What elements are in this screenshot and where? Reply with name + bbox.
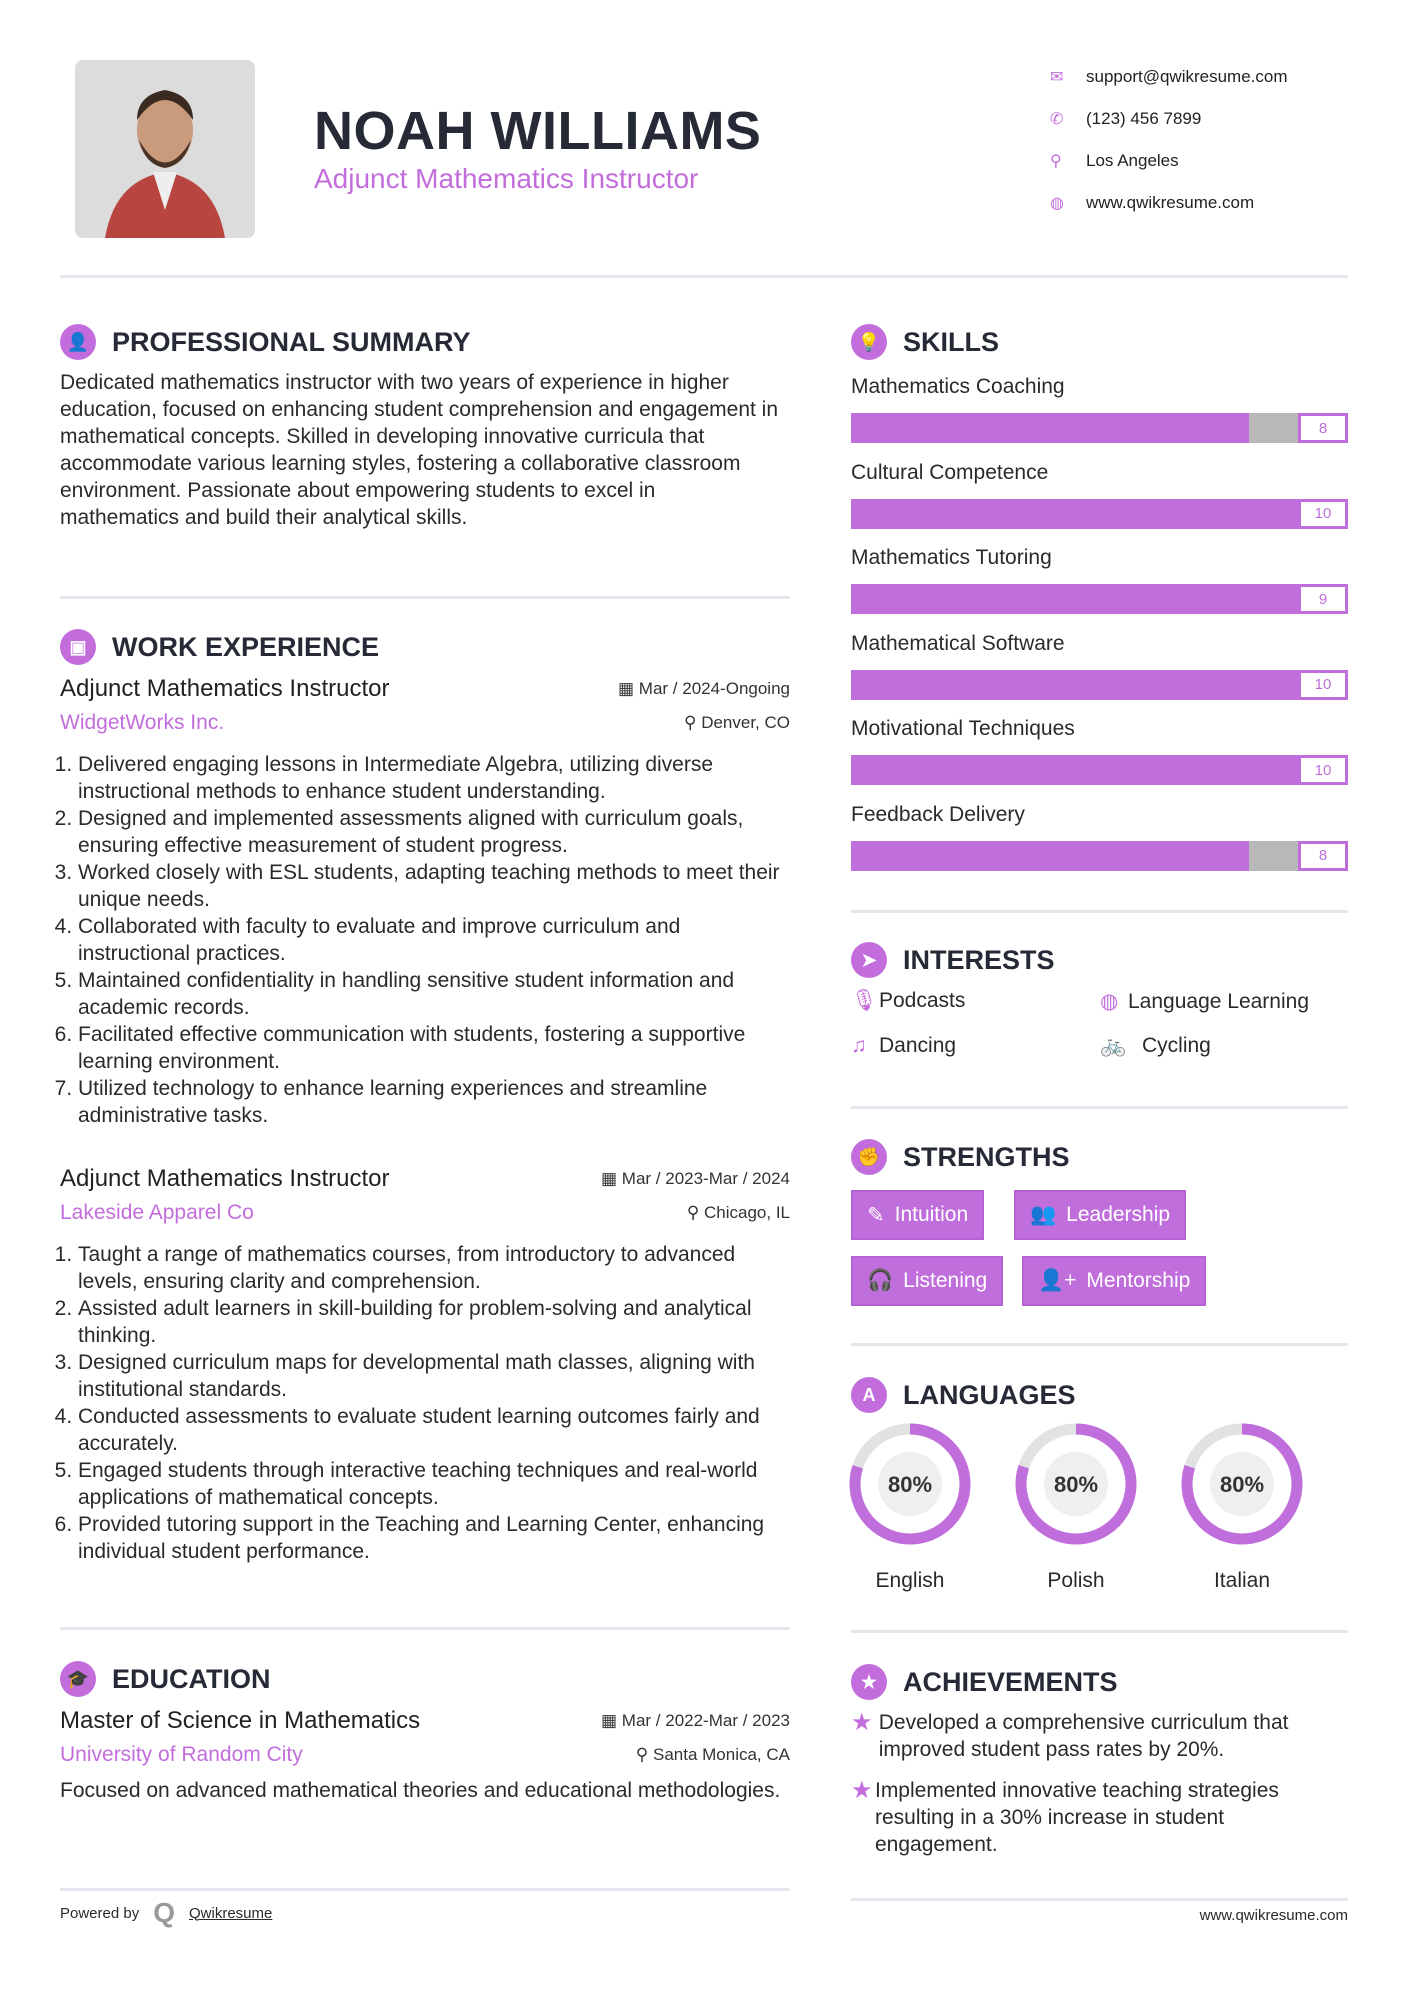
strength-chip [1014,1190,1186,1240]
language-icon: A [851,1377,887,1413]
languages-heading [851,1377,1076,1413]
fist-icon: ✊ [851,1139,887,1175]
job-duties [60,751,790,1129]
contact-text: Los Angeles [1086,151,1179,170]
skill-item [851,375,1348,443]
date-text: Mar / 2024-Ongoing [638,679,790,698]
chip-label: Intuition [894,1203,969,1226]
language-name: Italian [1213,1569,1271,1592]
powered-label: Powered by [60,1904,140,1922]
heading-text: INTERESTS [903,944,1055,975]
interest-item [1100,989,1309,1014]
achievement-item [851,1777,1348,1858]
interest-label: Dancing [879,1034,957,1057]
list-item: 2. Designed and implemented assessments aligned with curriculum goals, ensuring effective measurement of student progress. [78,805,790,859]
job-duties [60,1241,790,1565]
job-date: ▦ Mar / 2024-Ongoing [618,679,790,698]
skill-bar-fill [851,755,1348,785]
skill-bar-fill [851,841,1249,871]
language-percent: 80% [887,1472,933,1497]
skill-name: Motivational Techniques [851,717,1075,740]
heading-text: EDUCATION [112,1663,271,1694]
powered-by [60,1897,272,1929]
skill-level: 10 [1298,755,1348,785]
skill-level: 9 [1298,584,1348,614]
edu-date: ▦ Mar / 2022-Mar / 2023 [601,1711,790,1730]
bicycle-icon: 🚲 [1100,1034,1127,1057]
skill-bar-fill [851,670,1348,700]
interest-item [851,1034,956,1058]
skill-bar-fill [851,584,1298,614]
user-icon: 👤 [60,324,96,360]
microphone-icon: 🎙 [851,989,878,1012]
candidate-title: Adjunct Mathematics Instructor [314,163,699,194]
education-desc: Focused on advanced mathematical theories and educational methodologies. [60,1779,781,1802]
education-entry [60,1707,790,1804]
skill-level: 8 [1298,413,1348,443]
contact-text: (123) 456 7899 [1086,109,1202,128]
skill-bar-fill [851,499,1348,529]
graduate-icon: 🎓 [60,1661,96,1697]
skill-bar [851,499,1348,529]
skill-level: 8 [1298,841,1348,871]
strength-chip [851,1190,984,1240]
date-text: Mar / 2022-Mar / 2023 [621,1711,790,1730]
skill-bar [851,841,1348,871]
skill-item [851,803,1348,871]
strengths-heading [851,1139,1070,1175]
list-item: 4. Collaborated with faculty to evaluate and improve curriculum and instructional practices. [78,913,790,967]
job-entry [60,1165,790,1565]
achievements-heading [851,1664,1118,1700]
achievement-text: Implemented innovative teaching strategies resulting in a 30% increase in student engagement. [874,1779,1279,1856]
job-entry [60,675,790,1129]
skill-name: Feedback Delivery [851,802,1025,826]
contact-text: www.qwikresume.com [1086,193,1255,212]
interest-label: Cycling [1142,1034,1211,1057]
interest-label: Podcasts [879,989,966,1012]
skill-name: Mathematical Software [851,631,1065,655]
list-item: 4. Conducted assessments to evaluate student learning outcomes fairly and accurately. [78,1403,790,1457]
chip-label: Listening [903,1269,988,1292]
achievement-text: Developed a comprehensive curriculum that improved student pass rates by 20%. [878,1711,1289,1761]
school-name: University of Random City [60,1743,303,1766]
skill-bar [851,584,1348,614]
language-name: English [875,1569,945,1592]
skill-level: 10 [1298,670,1348,700]
list-item: 7. Utilized technology to enhance learning experiences and streamline administrative tasks. [78,1075,790,1129]
contact-list [1050,56,1288,224]
envelope-icon: ✉ [1050,69,1064,86]
interest-label: Language Learning [1128,989,1310,1013]
strength-chip [1022,1256,1206,1306]
divider [60,1627,790,1630]
profile-photo [75,60,255,238]
divider [851,910,1348,913]
skill-name: Mathematics Tutoring [851,546,1052,569]
education-heading [60,1661,271,1697]
language-item [1014,1422,1138,1593]
briefcase-icon: ▣ [60,629,96,665]
paper-plane-icon: ➤ [851,942,887,978]
list-item: 6. Provided tutoring support in the Teaching and Learning Center, enhancing individual student performance. [78,1511,790,1565]
list-item: 1. Taught a range of mathematics courses, from introductory to advanced levels, ensuring clarity and comprehension. [78,1241,790,1295]
job-title: Adjunct Mathematics Instructor [60,1165,390,1192]
phone-icon: ✆ [1050,111,1064,128]
skill-level: 10 [1298,499,1348,529]
list-item: 1. Delivered engaging lessons in Intermediate Algebra, utilizing diverse instructional methods to enhance student understanding. [78,751,790,805]
contact-phone[interactable] [1050,98,1288,140]
strength-chip [851,1256,1003,1306]
interests-heading [851,942,1055,978]
skills-heading [851,324,999,360]
star-badge-icon: ★ [851,1664,887,1700]
achievements-list [851,1709,1348,1872]
job-location: ⚲ Chicago, IL [686,1203,790,1222]
chip-label: Mentorship [1086,1269,1191,1292]
location-text: Denver, CO [701,713,790,732]
user-plus-icon: 👤+ [1038,1269,1077,1292]
footer-url[interactable]: www.qwikresume.com [1199,1907,1348,1924]
interest-item [851,989,965,1013]
headphones-icon: 🎧 [867,1269,894,1292]
list-item: 3. Designed curriculum maps for developmental math classes, aligning with institutional standards. [78,1349,790,1403]
skill-item [851,546,1348,614]
list-item: 5. Engaged students through interactive teaching techniques and real-world applications of mathematical concepts. [78,1457,790,1511]
contact-website[interactable] [1050,182,1288,224]
job-title: Adjunct Mathematics Instructor [60,675,390,702]
degree: Master of Science in Mathematics [60,1707,421,1734]
list-item: 3. Worked closely with ESL students, adapting teaching methods to meet their unique needs. [78,859,790,913]
divider [60,596,790,599]
language-percent: 80% [1219,1472,1265,1497]
skill-name: Cultural Competence [851,460,1049,484]
location-text: Chicago, IL [704,1203,790,1222]
date-text: Mar / 2023-Mar / 2024 [621,1169,790,1188]
music-icon: ♫ [851,1034,867,1057]
contact-location [1050,140,1288,182]
magic-wand-icon: ✎ [867,1203,885,1227]
star-icon: ★ [851,1709,873,1736]
divider [851,1106,1348,1109]
edu-location: ⚲ Santa Monica, CA [635,1745,790,1764]
list-item: 6. Facilitated effective communication with students, fostering a supportive learning environment. [78,1021,790,1075]
skill-item [851,461,1348,529]
candidate-name: NOAH WILLIAMS [314,101,762,161]
language-item [848,1422,972,1593]
work-heading [60,629,379,665]
achievement-item [851,1709,1348,1763]
language-name: Polish [1047,1569,1105,1592]
users-icon: 👥 [1030,1203,1057,1226]
skill-bar-fill [851,413,1249,443]
list-item: 5. Maintained confidentiality in handling sensitive student information and academic records. [78,967,790,1021]
language-percent: 80% [1053,1472,1099,1497]
language-donut [1180,1422,1304,1546]
header-divider [60,275,1348,278]
skill-name: Mathematics Coaching [851,375,1065,398]
language-donut [848,1422,972,1546]
contact-text: support@qwikresume.com [1086,67,1288,86]
heading-text: WORK EXPERIENCE [112,631,380,662]
skill-bar [851,755,1348,785]
skill-bar [851,413,1348,443]
skill-bar [851,670,1348,700]
chip-label: Leadership [1066,1203,1171,1226]
star-icon: ★ [851,1777,873,1804]
map-pin-icon: ⚲ [1050,153,1062,170]
job-location: ⚲ Denver, CO [684,713,790,732]
skill-item [851,632,1348,700]
skill-item [851,717,1348,785]
heading-text: PROFESSIONAL SUMMARY [112,326,471,357]
heading-text: SKILLS [903,326,1000,357]
globe-icon: ◍ [1050,195,1064,212]
lightbulb-icon: 💡 [851,324,887,360]
divider [851,1898,1348,1901]
company-name: WidgetWorks Inc. [60,711,225,734]
heading-text: LANGUAGES [903,1379,1076,1410]
globe-icon: ◍ [1100,990,1119,1013]
contact-email[interactable] [1050,56,1288,98]
language-item [1180,1422,1304,1593]
job-date: ▦ Mar / 2023-Mar / 2024 [601,1169,790,1188]
brand-link[interactable]: Qwikresume [189,1904,273,1922]
company-name: Lakeside Apparel Co [60,1201,254,1224]
interest-item [1100,1034,1211,1058]
location-text: Santa Monica, CA [652,1745,790,1764]
heading-text: ACHIEVEMENTS [903,1666,1118,1697]
list-item: 2. Assisted adult learners in skill-building for problem-solving and analytical thinking. [78,1295,790,1349]
qwikresume-logo-icon: Q [153,1897,175,1928]
divider [851,1630,1348,1633]
summary-heading [60,324,471,360]
heading-text: STRENGTHS [903,1141,1070,1172]
divider [851,1343,1348,1346]
divider [60,1888,790,1891]
summary-text: Dedicated mathematics instructor with two years of experience in higher education, focused on enhancing student comprehension and engagement in mathematical concepts. Skilled in developing innovative curricula that accommodate various learning styles, fostering a collaborative classroom environment. Passionate about empowering students to excel in mathematics and build their analytical skills. [60,371,779,529]
language-donut [1014,1422,1138,1546]
